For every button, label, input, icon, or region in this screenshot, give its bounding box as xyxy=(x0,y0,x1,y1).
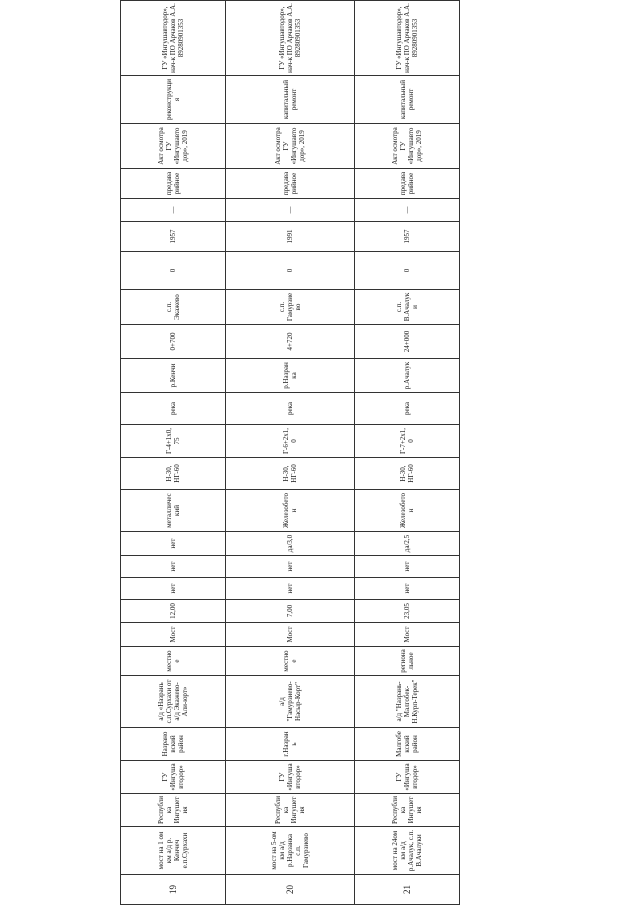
cell-type: Мост xyxy=(121,623,226,647)
cell-size: Г-7+2х1,0 xyxy=(354,425,459,458)
cell-road: а/д «Назрань с.п.Сурхахи от а/д Экажево-Али-юрт» xyxy=(121,676,226,728)
cell-load: Н-30, НГ-60 xyxy=(121,458,226,490)
cell-settlement: с.п. В.Ачалуки xyxy=(354,290,459,325)
cell-year: 1991 xyxy=(225,222,354,252)
cell-contact: ГУ «Ингушавтодор», нач-к ПО Арчаков А.А. 89280901353 xyxy=(225,1,354,76)
cell-contact: ГУ «Ингушавтодор», нач-к ПО Арчаков А.А. 89280901353 xyxy=(121,1,226,76)
cell-dots xyxy=(225,0,354,1)
cell-c10: да/2,5 xyxy=(354,532,459,556)
cell-source: Акт осмотра ГУ «Ингушавтодор», 2019 xyxy=(354,124,459,169)
cell-obstacle: р.Кенчи xyxy=(121,359,226,393)
cell-c8: нет xyxy=(225,578,354,600)
cell-holder: ГУ «Ингушавтодор» xyxy=(121,761,226,794)
cell-settlement: с.п. Гамурзиево xyxy=(225,290,354,325)
cell-significance: местное xyxy=(225,647,354,676)
cell-work: капитальный ремонт xyxy=(354,76,459,124)
cell-road: а/д "Гамурзиево-Насыр-Корт" xyxy=(225,676,354,728)
cell-location: мост на 24ом км а/д р.Ачалук, с.п. В.Ачалуки xyxy=(354,827,459,875)
cell-location: мост на 5-ом км а/д р.Нарзанка с.п. Гамурзиево xyxy=(225,827,354,875)
cell-settlement: с.п. Экажево xyxy=(121,290,226,325)
cell-obstacle-type: река xyxy=(354,393,459,425)
cell-c9: нет xyxy=(121,556,226,578)
cell-c9: нет xyxy=(354,556,459,578)
cell-obstacle-type: река xyxy=(121,393,226,425)
cell-year: 1957 xyxy=(121,222,226,252)
cell-type: Мост xyxy=(225,623,354,647)
cell-km: 24+000 xyxy=(354,325,459,359)
cell-material: Железобетон xyxy=(225,490,354,532)
cell-district: г.Назрань xyxy=(225,728,354,761)
cell-material: Железобетон xyxy=(354,490,459,532)
cell-holder: ГУ «Ингушавтодор» xyxy=(354,761,459,794)
cell-work: реконструкция xyxy=(121,76,226,124)
cell-size: Г-4+1х0,75 xyxy=(121,425,226,458)
cell-district: Малгобекский район xyxy=(354,728,459,761)
cell-c20: — xyxy=(354,199,459,222)
cell-holder: ГУ «Ингушавтодор» xyxy=(225,761,354,794)
cell-district: Назрановский район xyxy=(121,728,226,761)
cell-dots xyxy=(121,0,226,1)
table-row xyxy=(354,0,459,905)
cell-condition: предаварийное xyxy=(225,169,354,199)
cell-significance: местное xyxy=(121,647,226,676)
cell-owner: Республика Ингушетия xyxy=(354,794,459,827)
cell-owner: Республика Ингушетия xyxy=(225,794,354,827)
cell-size: Г-6+2х1,0 xyxy=(225,425,354,458)
cell-source: Акт осмотра ГУ «Ингушавтодор», 2019 xyxy=(225,124,354,169)
cell-material: металлический xyxy=(121,490,226,532)
cell-c18: 0 xyxy=(354,252,459,290)
cell-dots xyxy=(354,0,459,1)
cell-significance: региональное xyxy=(354,647,459,676)
table-row xyxy=(225,0,354,905)
cell-location: мост на 1 ом км а/д р. Кенчеч е.п.Сурхахи xyxy=(121,827,226,875)
cell-source: Акт осмотра ГУ «Ингушавтодор», 2019 xyxy=(121,124,226,169)
cell-contact: ГУ «Ингушавтодор», нач-к ПО Арчаков А.А. 89280901353 xyxy=(354,1,459,76)
cell-c9: нет xyxy=(225,556,354,578)
cell-num: 19 xyxy=(121,875,226,905)
cell-road: а/д "Назрань-Малгобек-Н.Курп-Терек" xyxy=(354,676,459,728)
cell-type: Мост xyxy=(354,623,459,647)
rotated-page xyxy=(120,3,460,905)
cell-km: 0+700 xyxy=(121,325,226,359)
bridges-table xyxy=(120,0,460,905)
cell-work: капитальный ремонт xyxy=(225,76,354,124)
cell-km: 4+720 xyxy=(225,325,354,359)
cell-obstacle: р.Назранка xyxy=(225,359,354,393)
cell-condition: предаварийное xyxy=(121,169,226,199)
cell-length: 23,05 xyxy=(354,600,459,623)
cell-length: 12,00 xyxy=(121,600,226,623)
cell-obstacle-type: река xyxy=(225,393,354,425)
cell-condition: предаварийное xyxy=(354,169,459,199)
cell-obstacle: р.Ачалук xyxy=(354,359,459,393)
cell-num: 20 xyxy=(225,875,354,905)
cell-owner: Республика Ингушетия xyxy=(121,794,226,827)
cell-num: 21 xyxy=(354,875,459,905)
table-row xyxy=(121,0,226,905)
cell-load: Н-30, НГ-60 xyxy=(225,458,354,490)
cell-c20: — xyxy=(121,199,226,222)
cell-length: 7,00 xyxy=(225,600,354,623)
cell-load: Н-30, НГ-60 xyxy=(354,458,459,490)
cell-year: 1957 xyxy=(354,222,459,252)
cell-c10: нет xyxy=(121,532,226,556)
cell-c8: нет xyxy=(354,578,459,600)
cell-c10: да/3,0 xyxy=(225,532,354,556)
cell-c18: 0 xyxy=(121,252,226,290)
cell-c20: — xyxy=(225,199,354,222)
cell-c18: 0 xyxy=(225,252,354,290)
cell-c8: нет xyxy=(121,578,226,600)
